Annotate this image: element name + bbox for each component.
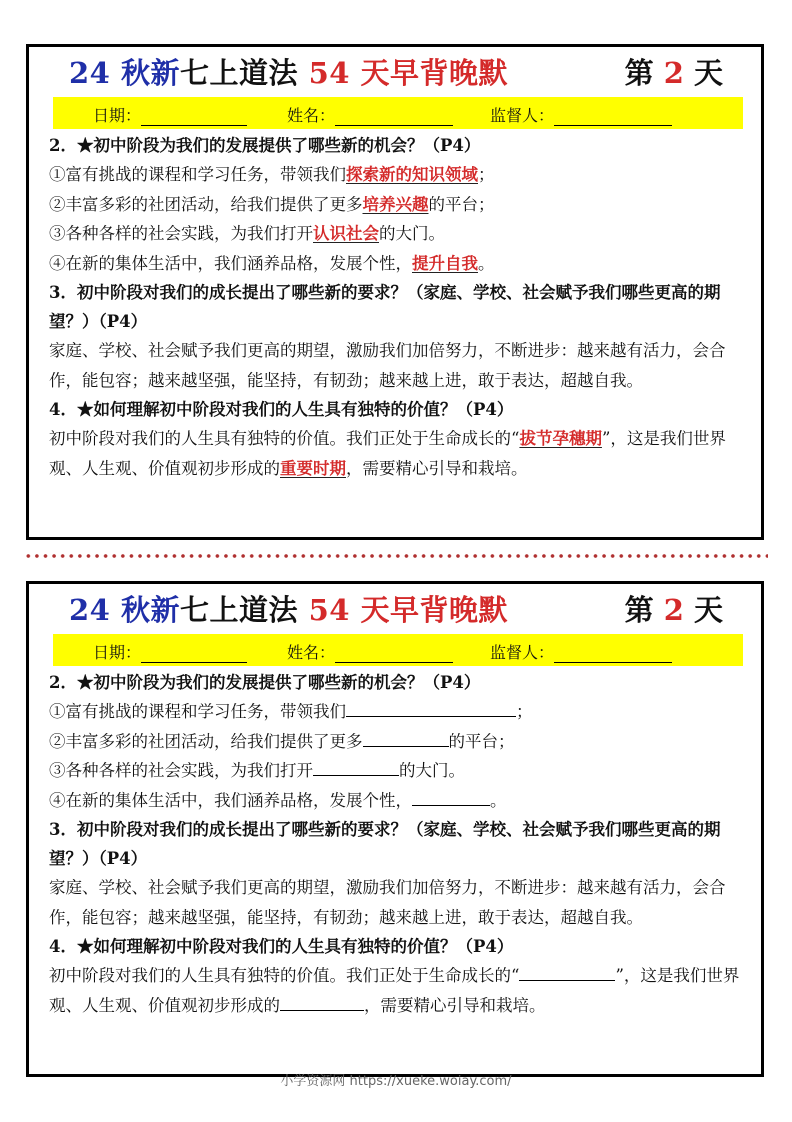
title-year-new: 24 秋新 xyxy=(69,56,180,90)
blank-body xyxy=(49,668,754,1020)
info-bar xyxy=(53,97,743,129)
fill-blank[interactable] xyxy=(519,962,615,981)
title-subject: 七上道法 xyxy=(179,593,298,627)
answer-key: 培养兴趣 xyxy=(362,194,429,214)
q2-item-1 xyxy=(49,160,754,190)
q2-item-2-text: ②丰富多彩的社团活动，给我们提供了更多 xyxy=(49,194,363,214)
title-main xyxy=(69,588,508,629)
q2-item-3-text: ③各种各样的社会实践，为我们打开 xyxy=(49,761,313,780)
q2-item-1-text: ①富有挑战的课程和学习任务，带领我们 xyxy=(49,702,346,721)
question-4-title: 4．★如何理解初中阶段对我们的人生具有独特的价值？（P4） xyxy=(49,400,514,419)
day-number: 2 xyxy=(663,56,684,90)
supervisor-blank[interactable] xyxy=(554,644,672,663)
answer-key: 重要时期 xyxy=(280,458,346,478)
supervisor-blank[interactable] xyxy=(554,107,672,126)
date-label: 日期： xyxy=(93,106,142,125)
q2-item-2 xyxy=(49,727,754,757)
question-2-title: 2．★初中阶段为我们的发展提供了哪些新的机会？（P4） xyxy=(49,673,481,692)
supervisor-label: 监督人： xyxy=(490,643,555,662)
q2-item-2-text: ②丰富多彩的社团活动，给我们提供了更多 xyxy=(49,731,363,751)
date-field[interactable] xyxy=(93,103,247,126)
q2-item-4 xyxy=(49,786,754,816)
q2-item-1-end: ； xyxy=(516,702,533,721)
day-number: 2 xyxy=(663,593,684,627)
question-4-answer xyxy=(49,424,754,483)
q2-item-1-end: ； xyxy=(478,165,495,184)
title-subject: 七上道法 xyxy=(179,56,298,90)
title-main xyxy=(69,51,508,92)
q2-item-2-end: 的平台； xyxy=(448,731,515,751)
name-blank[interactable] xyxy=(335,644,453,663)
q2-item-4 xyxy=(49,249,754,279)
q4-text-end: ，需要精心引导和栽培。 xyxy=(346,458,528,478)
date-field[interactable] xyxy=(93,640,247,663)
q2-item-4-text: ④在新的集体生活中，我们涵养品格，发展个性， xyxy=(49,790,412,810)
q2-item-1 xyxy=(49,697,754,727)
supervisor-field[interactable] xyxy=(490,640,672,663)
fill-blank[interactable] xyxy=(313,757,399,776)
fill-blank[interactable] xyxy=(363,728,449,747)
q4-text-middle: ”，这是我们世界观、人生观、价值观初步形成的 xyxy=(49,429,726,478)
title-year-new: 24 秋新 xyxy=(69,593,180,627)
answer-body xyxy=(49,131,754,483)
q2-item-2 xyxy=(49,190,754,220)
name-blank[interactable] xyxy=(335,107,453,126)
fill-blank[interactable] xyxy=(412,787,490,806)
q4-text-start: 初中阶段对我们的人生具有独特的价值。我们正处于生命成长的“ xyxy=(49,966,520,985)
name-label: 姓名： xyxy=(287,643,336,662)
answer-key: 拔节孕穗期 xyxy=(519,429,602,448)
info-bar xyxy=(53,634,743,666)
fill-blank[interactable] xyxy=(346,698,516,717)
sheet-title xyxy=(29,47,761,97)
q4-text-middle: ”，这是我们世界观、人生观、价值观初步形成的 xyxy=(49,966,740,1015)
answer-key: 探索新的知识领域 xyxy=(346,165,478,184)
supervisor-label: 监督人： xyxy=(490,106,555,125)
dotted-separator xyxy=(24,553,768,559)
day-indicator xyxy=(625,51,723,92)
question-4-title: 4．★如何理解初中阶段对我们的人生具有独特的价值？（P4） xyxy=(49,937,514,956)
day-prefix: 第 xyxy=(624,593,664,627)
date-blank[interactable] xyxy=(141,644,247,663)
q2-item-4-end: 。 xyxy=(490,790,507,810)
watermark: 小学资源网 https://xueke.woiay.com/ xyxy=(280,1074,512,1089)
date-label: 日期： xyxy=(93,643,142,662)
name-label: 姓名： xyxy=(287,106,336,125)
question-2-title: 2．★初中阶段为我们的发展提供了哪些新的机会？（P4） xyxy=(49,136,481,155)
q4-text-start: 初中阶段对我们的人生具有独特的价值。我们正处于生命成长的“ xyxy=(49,429,520,448)
day-prefix: 第 xyxy=(624,56,664,90)
answer-key: 认识社会 xyxy=(313,224,379,243)
q2-item-2-end: 的平台； xyxy=(428,194,495,214)
question-3-title: 3．初中阶段对我们的成长提出了哪些新的要求？（家庭、学校、社会赋予我们哪些更高的期望？）（P4） xyxy=(49,283,721,331)
sheet-title xyxy=(29,584,761,634)
answer-sheet-card xyxy=(26,44,764,540)
date-blank[interactable] xyxy=(141,107,247,126)
supervisor-field[interactable] xyxy=(490,103,672,126)
question-3-title: 3．初中阶段对我们的成长提出了哪些新的要求？（家庭、学校、社会赋予我们哪些更高的期望？）（P4） xyxy=(49,820,721,868)
answer-key: 提升自我 xyxy=(412,253,478,273)
q2-item-1-text: ①富有挑战的课程和学习任务，带领我们 xyxy=(49,165,346,184)
question-4-answer xyxy=(49,961,754,1020)
blank-sheet-card xyxy=(26,581,764,1077)
q2-item-4-text: ④在新的集体生活中，我们涵养品格，发展个性， xyxy=(49,253,412,273)
q2-item-4-end: 。 xyxy=(478,253,495,273)
q2-item-3-end: 的大门。 xyxy=(399,761,465,780)
q2-item-3 xyxy=(49,219,754,249)
q4-text-end: ，需要精心引导和栽培。 xyxy=(364,995,546,1015)
q2-item-3-text: ③各种各样的社会实践，为我们打开 xyxy=(49,224,313,243)
day-indicator xyxy=(625,588,723,629)
name-field[interactable] xyxy=(287,640,453,663)
fill-blank[interactable] xyxy=(280,992,364,1011)
title-plan: 54 天早背晚默 xyxy=(297,56,509,90)
day-suffix: 天 xyxy=(683,56,723,90)
q2-item-3 xyxy=(49,756,754,786)
day-suffix: 天 xyxy=(683,593,723,627)
title-plan: 54 天早背晚默 xyxy=(297,593,509,627)
q2-item-3-end: 的大门。 xyxy=(379,224,445,243)
question-3-answer: 家庭、学校、社会赋予我们更高的期望，激励我们加倍努力，不断进步：越来越有活力，会合作，能包容；越来越坚强，能坚持，有韧劲；越来越上进，敢于表达，超越自我。 xyxy=(49,341,726,390)
question-3-answer: 家庭、学校、社会赋予我们更高的期望，激励我们加倍努力，不断进步：越来越有活力，会合作，能包容；越来越坚强，能坚持，有韧劲；越来越上进，敢于表达，超越自我。 xyxy=(49,878,726,927)
name-field[interactable] xyxy=(287,103,453,126)
